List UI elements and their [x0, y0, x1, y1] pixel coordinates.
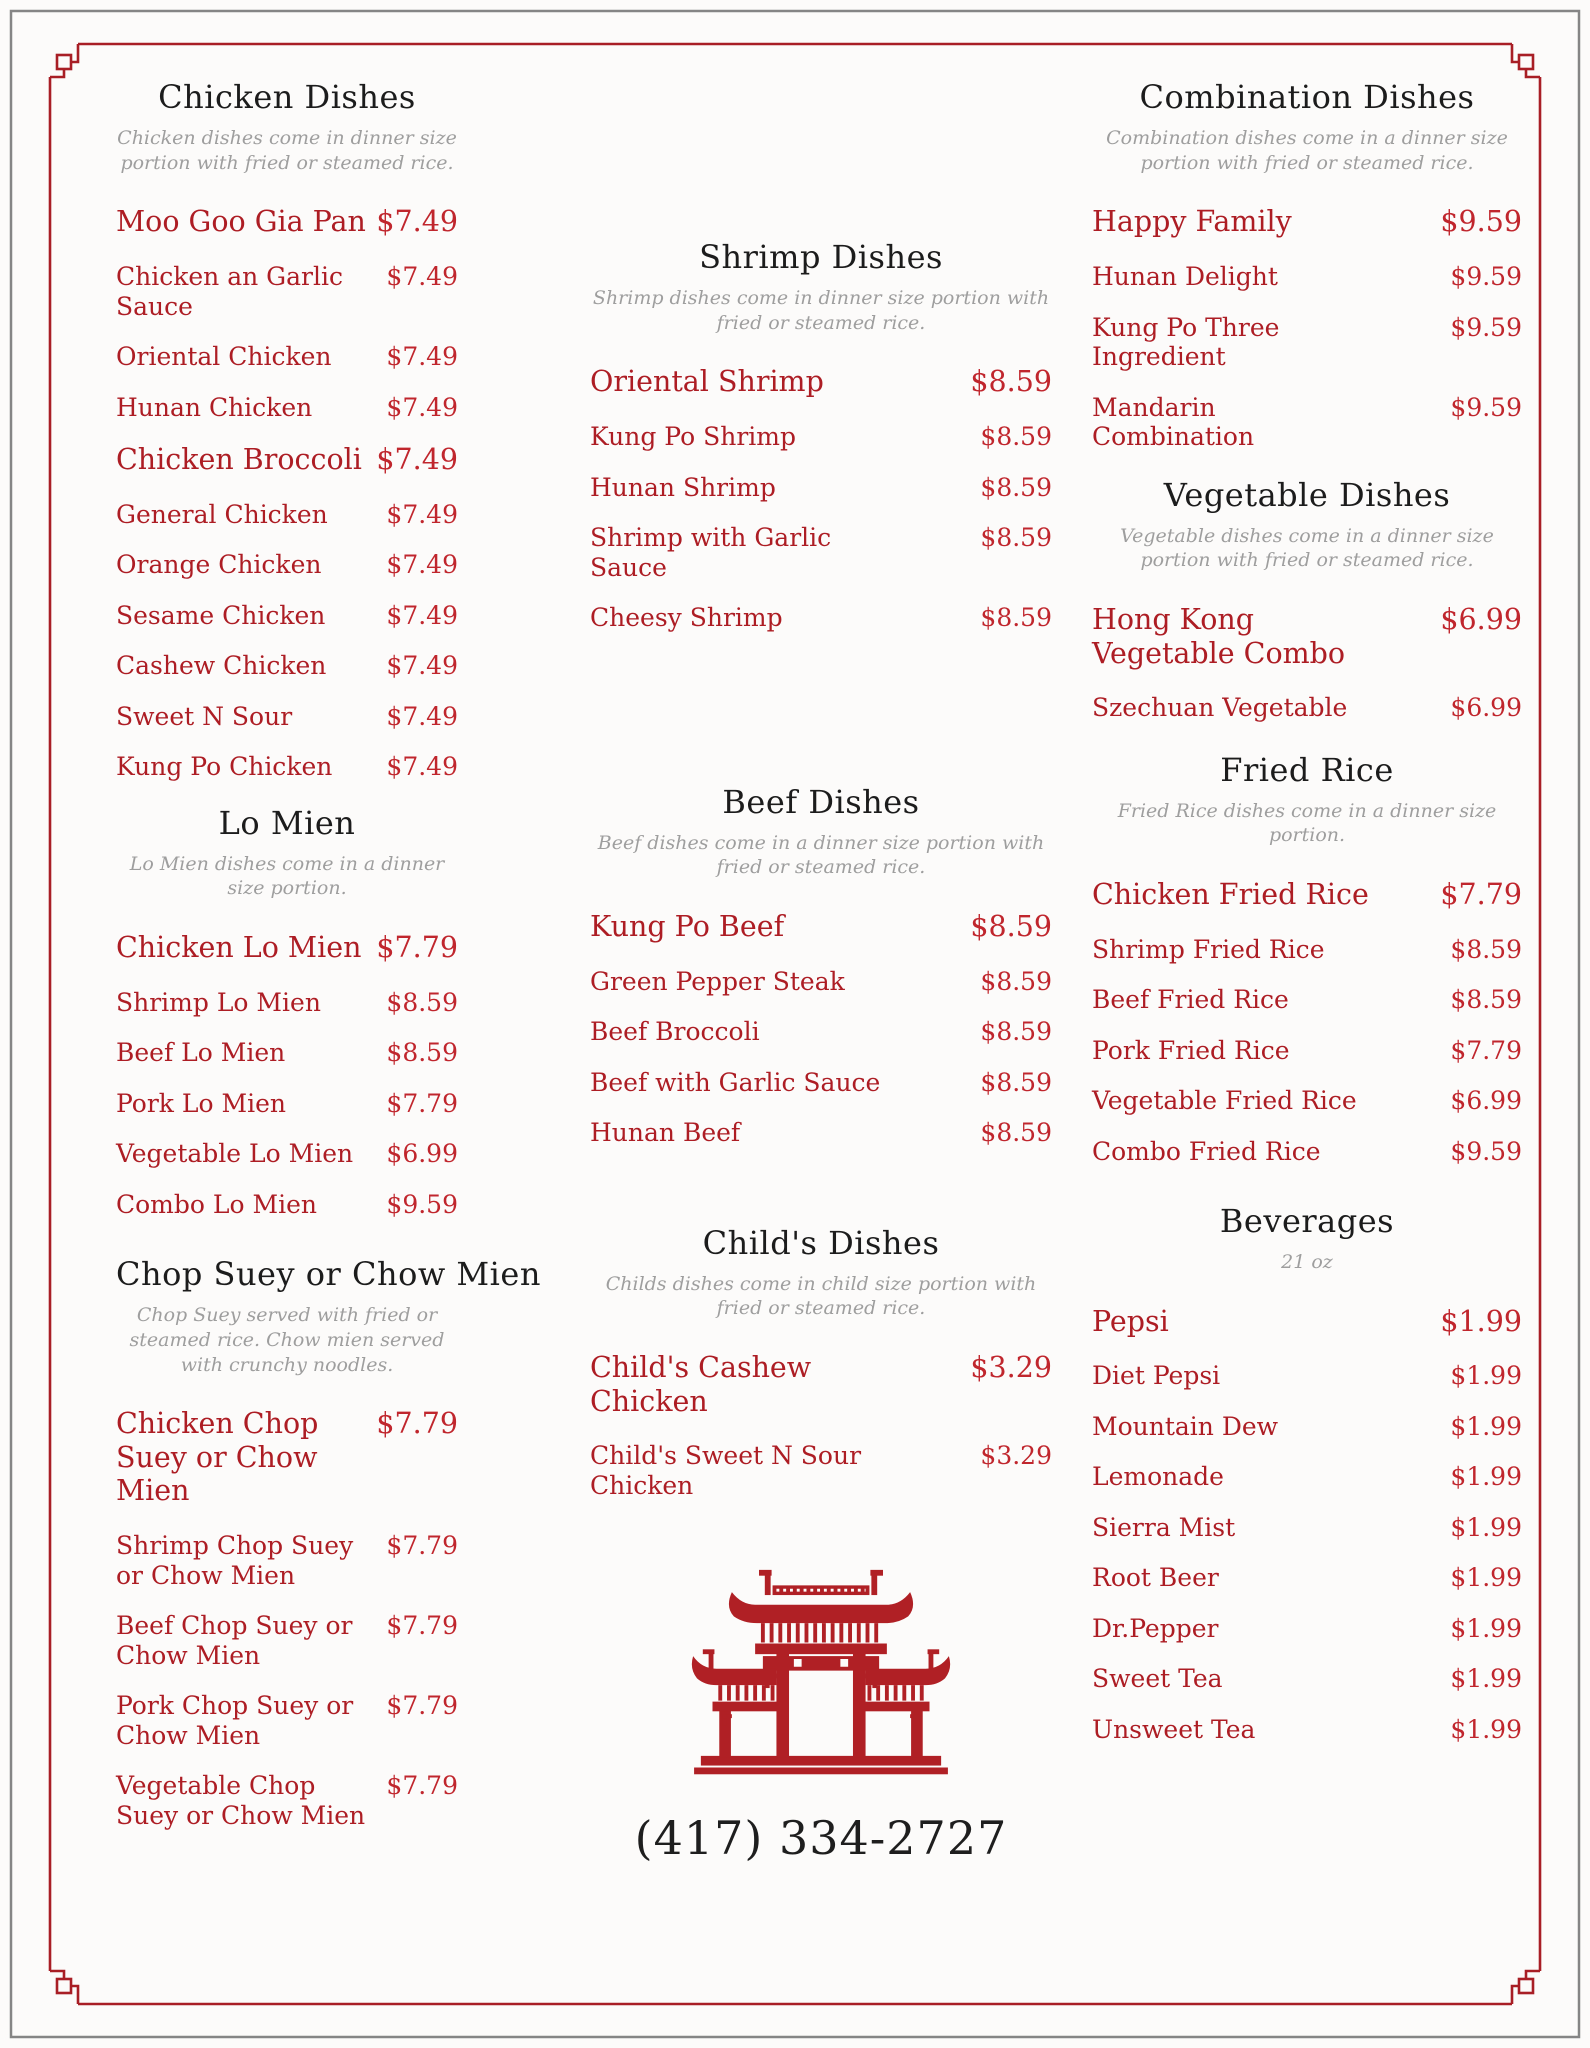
section-title: Lo Mien [218, 803, 356, 842]
dish-price: $3.29 [980, 1441, 1052, 1471]
menu-item-row [116, 752, 458, 782]
section-chicken-dishes [116, 78, 458, 782]
menu-item-row [590, 365, 1052, 399]
menu-item-row [1092, 1513, 1522, 1543]
dish-price: $8.59 [980, 1067, 1052, 1097]
dish-price: $1.99 [1450, 1563, 1522, 1593]
section-title: Shrimp Dishes [699, 238, 943, 276]
menu-item-row [116, 702, 458, 732]
dish-price: $6.99 [1450, 1086, 1522, 1116]
section-description: 21 oz [1281, 1251, 1333, 1274]
dish-name: Mandarin Combination [1092, 392, 1255, 451]
dish-name: Beef Chop Suey or Chow Mien [116, 1611, 353, 1670]
dish-name: Beef Broccoli [590, 1017, 760, 1046]
dish-name: Diet Pepsi [1092, 1361, 1221, 1391]
dish-price: $3.29 [970, 1350, 1052, 1384]
dish-price: $1.99 [1450, 1462, 1522, 1492]
dish-name: Chicken an Garlic Sauce [116, 262, 343, 321]
dish-name: Oriental Shrimp [590, 365, 824, 399]
menu-column-middle [590, 238, 1052, 1865]
dish-name: Shrimp with Garlic Sauce [590, 523, 832, 582]
section-chop-suey-chow-mien [116, 1255, 541, 1830]
dish-price: $8.59 [970, 365, 1052, 399]
dish-name: Kung Po Chicken [116, 752, 333, 782]
dish-name: Sierra Mist [1092, 1512, 1236, 1542]
menu-item-list [116, 1407, 458, 1830]
dish-price: $7.49 [386, 342, 458, 371]
dish-price: $7.79 [376, 931, 458, 964]
corner-ornament-top-right [1512, 44, 1540, 77]
dish-price: $1.99 [1440, 1304, 1522, 1338]
menu-item-row [1092, 935, 1522, 965]
dish-name: Pork Fried Rice [1092, 1035, 1290, 1065]
menu-item-row [116, 1531, 458, 1590]
menu-item-row [116, 931, 458, 965]
section-fried-rice [1092, 751, 1522, 1167]
dish-name: Kung Po Three Ingredient [1092, 312, 1280, 371]
section-description: Combination dishes come in a dinner size portion with fried or steamed rice. [1106, 127, 1508, 174]
menu-item-row [116, 1771, 458, 1830]
menu-item-row [116, 342, 458, 372]
dish-price: $8.59 [1450, 985, 1522, 1015]
dish-name: Sesame Chicken [116, 600, 326, 630]
dish-name: Dr.Pepper [1092, 1613, 1219, 1643]
menu-item-row [1092, 1086, 1522, 1116]
dish-price: $1.99 [1450, 1361, 1522, 1391]
menu-item-row [116, 550, 458, 580]
dish-name: Pork Chop Suey or Chow Mien [116, 1691, 354, 1750]
dish-price: $7.49 [376, 443, 458, 476]
menu-item-row [590, 910, 1052, 944]
section-title: Child's Dishes [702, 1223, 940, 1262]
menu-item-row [590, 1351, 1052, 1418]
dish-price: $9.59 [1450, 312, 1522, 342]
menu-item-row [116, 443, 458, 477]
menu-item-row [116, 262, 458, 321]
corner-ornament-bottom-right [1512, 1971, 1540, 2004]
dish-name: Hunan Beef [590, 1118, 741, 1147]
section-vegetable-dishes [1092, 476, 1522, 723]
menu-item-row [590, 603, 1052, 633]
dish-name: Beef Lo Mien [116, 1038, 286, 1068]
menu-item-row [1092, 393, 1522, 452]
menu-item-row [1092, 1563, 1522, 1593]
menu-item-row [590, 1017, 1052, 1047]
dish-name: Moo Goo Gia Pan [116, 205, 366, 239]
dish-name: Cashew Chicken [116, 651, 327, 681]
menu-item-row [590, 473, 1052, 503]
menu-item-list [1092, 1305, 1522, 1745]
dish-name: Pepsi [1092, 1304, 1169, 1338]
menu-item-row [1092, 262, 1522, 292]
menu-item-row [1092, 985, 1522, 1015]
dish-name: Sweet Tea [1092, 1664, 1223, 1694]
menu-item-row [116, 1691, 458, 1750]
section-title: Combination Dishes [1139, 78, 1475, 116]
dish-name: Vegetable Chop Suey or Chow Mien [116, 1771, 366, 1830]
dish-price: $8.59 [980, 472, 1052, 502]
dish-name: Kung Po Beef [590, 909, 785, 943]
section-description: Beef dishes come in a dinner size portion with fried or steamed rice. [597, 831, 1045, 879]
dish-name: Szechuan Vegetable [1092, 693, 1348, 723]
dish-price: $7.49 [386, 701, 458, 731]
dish-name: Chicken Lo Mien [116, 931, 362, 964]
menu-item-row [1092, 1412, 1522, 1442]
dish-name: Mountain Dew [1092, 1411, 1279, 1441]
dish-name: Green Pepper Steak [590, 966, 845, 996]
section-description: Vegetable dishes come in a dinner size portion with fried or steamed rice. [1120, 524, 1494, 572]
dish-name: Sweet N Sour [116, 701, 293, 731]
dish-name: Cheesy Shrimp [590, 603, 783, 632]
section-description: Childs dishes come in child size portion with fried or steamed rice. [605, 1272, 1037, 1320]
menu-item-row [1092, 205, 1522, 239]
menu-item-row [1092, 603, 1522, 670]
menu-item-list [1092, 878, 1522, 1166]
menu-item-row [116, 1038, 458, 1068]
dish-name: Kung Po Shrimp [590, 422, 796, 451]
dish-name: Shrimp Fried Rice [1092, 934, 1325, 964]
menu-item-list [590, 365, 1052, 632]
section-shrimp-dishes [590, 238, 1052, 633]
menu-item-row [116, 988, 458, 1018]
menu-item-row [116, 1407, 458, 1508]
dish-price: $8.59 [980, 523, 1052, 552]
menu-item-row [1092, 1462, 1522, 1492]
dish-price: $8.59 [980, 1118, 1052, 1147]
section-title: Chicken Dishes [158, 78, 416, 116]
menu-item-row [116, 1611, 458, 1670]
menu-item-row [116, 1190, 458, 1220]
dish-price: $9.59 [1440, 205, 1522, 239]
dish-price: $7.79 [1440, 878, 1522, 911]
menu-item-list [1092, 205, 1522, 451]
dish-price: $7.49 [376, 205, 458, 239]
dish-name: Combo Fried Rice [1092, 1136, 1321, 1166]
dish-name: Child's Cashew Chicken [590, 1350, 812, 1418]
phone-number: (417) 334-2727 [634, 1811, 1008, 1866]
menu-item-row [590, 1118, 1052, 1148]
dish-price: $1.99 [1450, 1613, 1522, 1643]
dish-price: $8.59 [1450, 934, 1522, 964]
menu-item-row [590, 422, 1052, 452]
dish-price: $7.79 [386, 1611, 458, 1641]
menu-item-row [1092, 1305, 1522, 1339]
dish-price: $7.79 [386, 1531, 458, 1561]
dish-name: Chicken Broccoli [116, 443, 362, 476]
dish-price: $7.79 [386, 1771, 458, 1801]
section-beef-dishes [590, 783, 1052, 1148]
dish-price: $7.79 [386, 1088, 458, 1118]
dish-price: $8.59 [386, 987, 458, 1017]
dish-price: $6.99 [386, 1139, 458, 1169]
section-description: Lo Mien dishes come in a dinner size portion. [129, 852, 445, 900]
dish-name: Root Beer [1092, 1563, 1219, 1593]
menu-item-list [590, 910, 1052, 1148]
dish-price: $8.59 [980, 422, 1052, 451]
menu-item-row [1092, 313, 1522, 372]
corner-ornament-top-left [50, 44, 78, 77]
menu-item-list [590, 1351, 1052, 1500]
dish-name: Happy Family [1092, 205, 1292, 239]
dish-name: Beef with Garlic Sauce [590, 1067, 881, 1097]
section-description: Shrimp dishes come in dinner size portion with fried or steamed rice. [592, 287, 1050, 334]
corner-ornament-bottom-left [50, 1971, 78, 2004]
section-title: Beef Dishes [722, 782, 920, 821]
dish-name: Vegetable Lo Mien [116, 1139, 354, 1169]
section-combination-dishes [1092, 78, 1522, 452]
dish-price: $7.49 [386, 550, 458, 580]
menu-item-row [116, 205, 458, 239]
menu-item-row [1092, 1361, 1522, 1391]
dish-name: Lemonade [1092, 1462, 1224, 1492]
menu-column-right [1092, 78, 1522, 1765]
dish-price: $8.59 [970, 909, 1052, 943]
menu-item-row [116, 1139, 458, 1169]
dish-price: $6.99 [1450, 693, 1522, 723]
dish-name: Child's Sweet N Sour Chicken [590, 1441, 862, 1500]
section-beverages [1092, 1202, 1522, 1744]
dish-price: $9.59 [386, 1189, 458, 1219]
dish-name: Hunan Shrimp [590, 472, 776, 502]
dish-price: $1.99 [1450, 1411, 1522, 1441]
dish-price: $9.59 [1450, 392, 1522, 422]
section-title: Chop Suey or Chow Mien [116, 1255, 541, 1294]
section-title: Fried Rice [1220, 750, 1394, 789]
dish-price: $6.99 [1440, 602, 1522, 636]
dish-name: Pork Lo Mien [116, 1088, 286, 1118]
dish-name: Orange Chicken [116, 550, 322, 580]
dish-name: Chicken Chop Suey or Chow Mien [116, 1407, 319, 1508]
menu-item-list [116, 931, 458, 1219]
dish-price: $7.49 [386, 651, 458, 681]
dish-price: $1.99 [1450, 1714, 1522, 1744]
section-title: Beverages [1219, 1202, 1395, 1241]
menu-item-row [1092, 1036, 1522, 1066]
menu-item-row [590, 1068, 1052, 1098]
section-lo-mien [116, 804, 458, 1220]
menu-item-row [590, 967, 1052, 997]
dish-price: $7.49 [386, 392, 458, 422]
dish-price: $7.79 [376, 1407, 458, 1441]
menu-item-row [116, 500, 458, 530]
pagoda-gate-icon [666, 1558, 976, 1791]
dish-price: $7.49 [386, 499, 458, 529]
section-description: Chicken dishes come in dinner size portion with fried or steamed rice. [117, 127, 457, 174]
menu-item-row [116, 601, 458, 631]
dish-name: Vegetable Fried Rice [1092, 1086, 1357, 1116]
dish-name: Hunan Chicken [116, 392, 313, 422]
section-description: Fried Rice dishes come in a dinner size portion. [1117, 799, 1497, 847]
menu-item-row [116, 651, 458, 681]
menu-item-row [1092, 878, 1522, 912]
menu-item-row [1092, 1137, 1522, 1167]
dish-price: $7.79 [1450, 1035, 1522, 1065]
menu-item-row [1092, 1664, 1522, 1694]
dish-price: $8.59 [980, 966, 1052, 996]
dish-price: $8.59 [980, 603, 1052, 632]
dish-name: Shrimp Lo Mien [116, 987, 321, 1017]
menu-item-row [1092, 1715, 1522, 1745]
dish-name: Hunan Delight [1092, 262, 1278, 291]
dish-price: $7.49 [386, 262, 458, 291]
dish-name: Unsweet Tea [1092, 1714, 1256, 1744]
section-title: Vegetable Dishes [1163, 475, 1451, 514]
dish-price: $8.59 [386, 1038, 458, 1068]
dish-price: $9.59 [1450, 1136, 1522, 1166]
dish-price: $9.59 [1450, 262, 1522, 291]
menu-item-row [116, 393, 458, 423]
dish-name: Hong Kong Vegetable Combo [1092, 602, 1346, 670]
menu-item-row [590, 1441, 1052, 1500]
menu-item-list [116, 205, 458, 781]
dish-name: Oriental Chicken [116, 342, 332, 371]
dish-name: Shrimp Chop Suey or Chow Mien [116, 1531, 354, 1590]
menu-item-list [1092, 603, 1522, 723]
menu-column-left [116, 78, 541, 1851]
restaurant-logo [590, 1558, 1052, 1795]
dish-name: Beef Fried Rice [1092, 985, 1289, 1015]
dish-price: $7.49 [386, 600, 458, 630]
dish-price: $1.99 [1450, 1512, 1522, 1542]
menu-item-row [116, 1089, 458, 1119]
menu-item-row [590, 523, 1052, 582]
dish-name: Combo Lo Mien [116, 1189, 317, 1219]
section-description: Chop Suey served with fried or steamed rice. Chow mien served with crunchy noodles. [129, 1304, 445, 1376]
dish-price: $7.79 [386, 1691, 458, 1721]
menu-item-row [1092, 1614, 1522, 1644]
menu-item-row [1092, 693, 1522, 723]
dish-price: $7.49 [386, 752, 458, 782]
dish-name: Chicken Fried Rice [1092, 878, 1369, 911]
dish-price: $8.59 [980, 1017, 1052, 1046]
dish-price: $1.99 [1450, 1664, 1522, 1694]
dish-name: General Chicken [116, 499, 328, 529]
section-childs-dishes [590, 1224, 1052, 1501]
